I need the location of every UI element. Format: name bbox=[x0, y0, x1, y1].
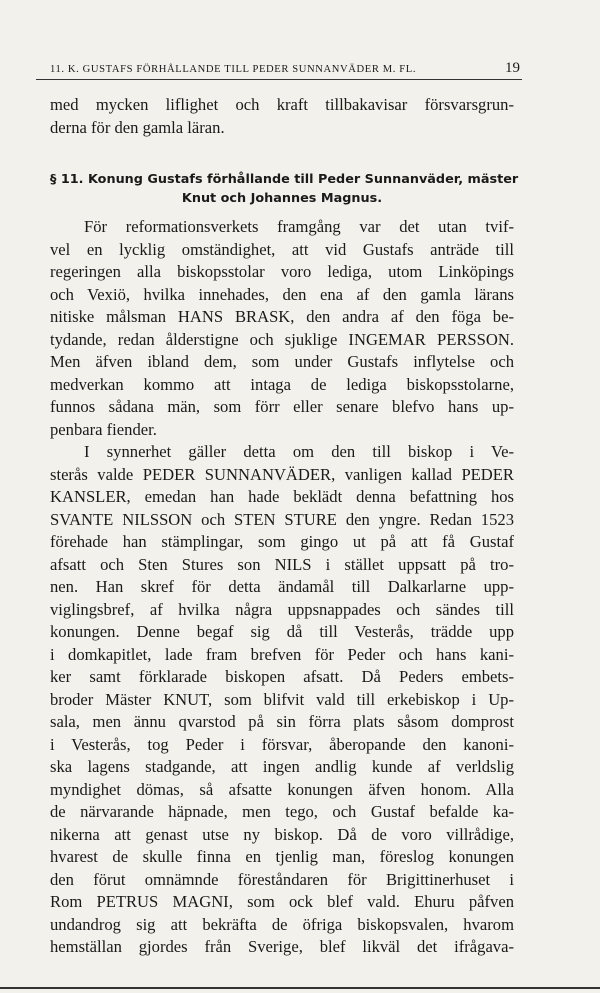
page-body bbox=[50, 94, 519, 959]
page-number: 19 bbox=[505, 60, 520, 76]
text-line: nikerna att genast utse ny biskop. Då de voro villrådige, bbox=[50, 824, 514, 844]
text-line: myndighet dömas, så afsatte konungen äfven honom. Alla bbox=[50, 779, 514, 799]
text-line: hvarest de skulle finna en tjenlig man, föreslog konungen bbox=[50, 847, 514, 866]
text-line: med mycken liflighet och kraft tillbakavisar försvarsgrun- bbox=[50, 95, 514, 114]
text-line: vel en lycklig omständighet, att vid Gustafs anträde till bbox=[50, 239, 514, 259]
section-heading-line: § 11. Konung Gustafs förhållande till Peder Sunnanväder, mäster bbox=[50, 172, 519, 187]
text-line: den förut omnämnde föreståndaren för Brigittinerhuset i bbox=[50, 869, 514, 889]
text-line: sala, men ännu qvarstod på sin förra plats såsom domprost bbox=[50, 712, 514, 731]
section-heading-line: Knut och Johannes Magnus. bbox=[181, 191, 383, 206]
text-line: penbara fiender. bbox=[50, 419, 157, 439]
text-line: I synnerhet gäller detta om den till biskop i Ve- bbox=[84, 442, 514, 461]
text-line: förehade han stämplingar, som gingo ut på att få Gustaf bbox=[50, 532, 514, 551]
text-line: ska lagens stadgande, att ingen andlig kunde af verldslig bbox=[50, 757, 514, 776]
text-line: Rom PETRUS MAGNI, som ock blef vald. Ehuru påfven bbox=[50, 892, 514, 911]
running-head bbox=[50, 60, 520, 77]
text-line: konungen. Denne begaf sig då till Vesterås, trädde upp bbox=[50, 622, 514, 641]
text-line: nitiske målsman HANS BRASK, den andra af den föga be- bbox=[50, 307, 514, 326]
text-line: funnos sådana män, som förr eller senare blefvo hans up- bbox=[50, 397, 514, 416]
text-line: viglingsbref, af hvilka några uppsnappades och sändes till bbox=[50, 599, 514, 619]
scan-edge-rule bbox=[0, 987, 600, 989]
text-line: regeringen alla biskopsstolar voro lediga, utom Linköpings bbox=[50, 262, 514, 281]
header-rule bbox=[36, 79, 522, 80]
text-line: afsatt och Sten Stures son NILS i stället uppsatt på tro- bbox=[50, 554, 514, 574]
text-line: i Vesterås, tog Peder i försvar, åberopande den kanoni- bbox=[50, 734, 514, 754]
text-line: broder Mäster KNUT, som blifvit vald till erkebiskop i Up- bbox=[50, 689, 514, 709]
text-line: SVANTE NILSSON och STEN STURE den yngre. Redan 1523 bbox=[50, 509, 514, 529]
text-line: nen. Han skref för detta ändamål till Dalkarlarne upp- bbox=[50, 577, 514, 596]
text-line: Men äfven ibland dem, som under Gustafs inflytelse och bbox=[50, 352, 514, 371]
text-line: i domkapitlet, lade fram brefven för Peder och hans kani- bbox=[50, 644, 514, 664]
running-title: 11. K. GUSTAFS FÖRHÅLLANDE TILL PEDER SUNNANVÄDER M. FL. bbox=[50, 64, 417, 75]
text-line: För reformationsverkets framgång var det utan tvif- bbox=[84, 217, 514, 236]
paragraph-2 bbox=[50, 441, 514, 959]
text-line: undandrog sig att bekräfta de öfriga biskopsvalen, hvarom bbox=[50, 914, 514, 934]
text-line: KANSLER, emedan han hade beklädt denna befattning hos bbox=[50, 487, 514, 506]
text-line: tydande, redan ålderstigne och sjuklige INGEMAR PERSSON. bbox=[50, 329, 514, 349]
paragraph-1 bbox=[50, 216, 514, 441]
text-line: och Vexiö, hvilka innehades, den ena af den gamla lärans bbox=[50, 284, 514, 304]
text-line: ker samt förklarade biskopen afsatt. Då Peders embets- bbox=[50, 667, 514, 686]
intro-paragraph bbox=[50, 94, 514, 139]
text-line: medverkan kommo att intaga de lediga biskopsstolarne, bbox=[50, 374, 514, 394]
text-line: de närvarande häpnade, men tego, och Gustaf befalde ka- bbox=[50, 802, 514, 821]
text-line: derna för den gamla läran. bbox=[50, 117, 225, 137]
text-line: sterås valde PEDER SUNNANVÄDER, vanligen kallad PEDER bbox=[50, 464, 514, 484]
section-gap bbox=[50, 139, 514, 170]
text-line: hemställan gjordes från Sverige, blef likväl det ifrågava- bbox=[50, 937, 514, 956]
section-heading bbox=[50, 170, 519, 208]
